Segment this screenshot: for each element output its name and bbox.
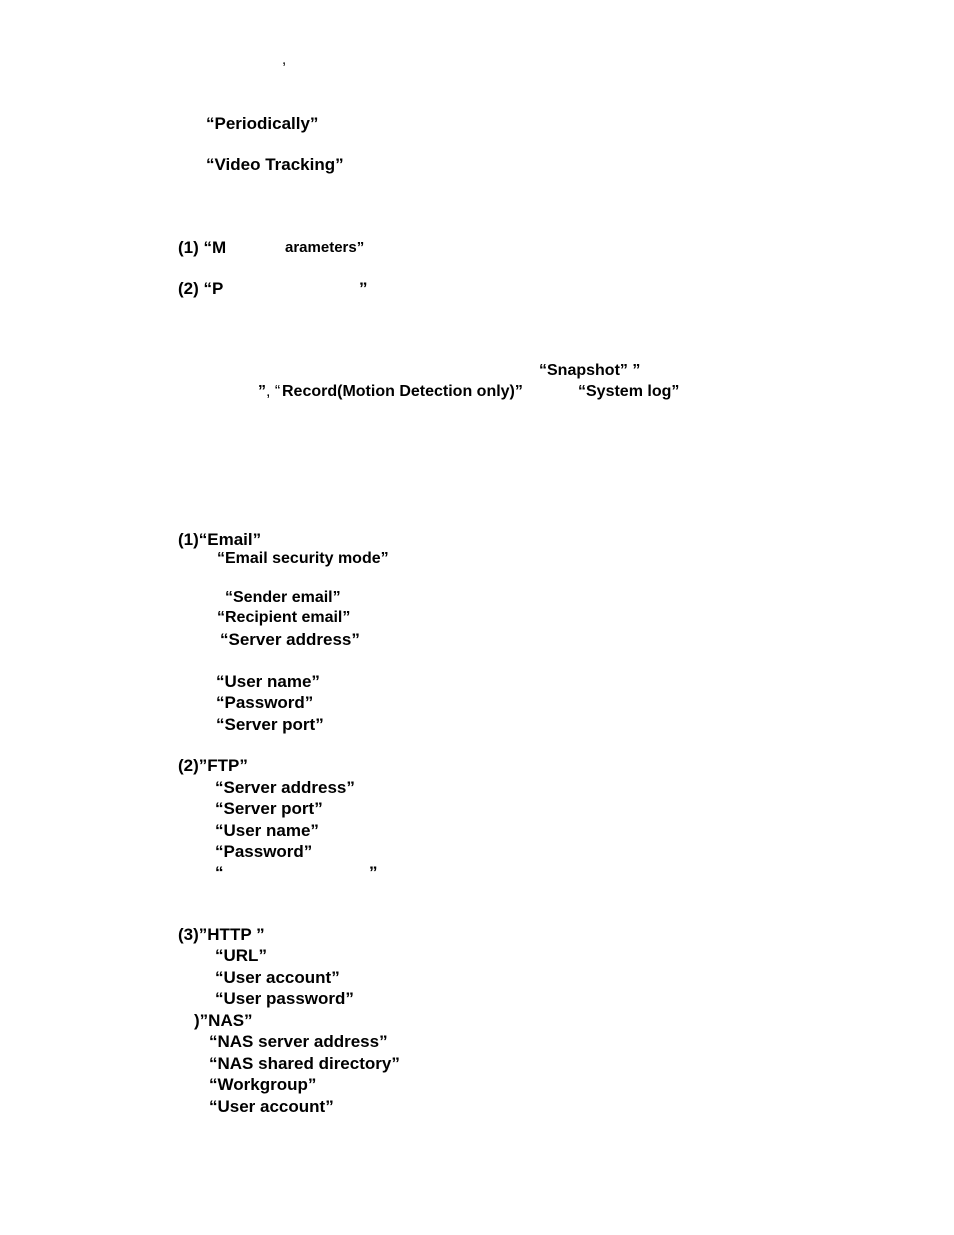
action-system-log: “System log” <box>578 383 680 400</box>
param-p-suffix: ” <box>359 279 368 298</box>
ftp-password: “Password” <box>215 842 313 861</box>
email-server-address: “Server address” <box>220 630 360 649</box>
nas-user-account: “User account” <box>209 1097 334 1116</box>
email-security-mode: “Email security mode” <box>217 550 389 567</box>
nas-workgroup: “Workgroup” <box>209 1075 317 1094</box>
action-record: Record(Motion Detection only)” <box>282 383 523 400</box>
ftp-server-port: “Server port” <box>215 799 323 818</box>
email-password: “Password” <box>216 693 314 712</box>
action-snapshot: “Snapshot” ” <box>539 362 641 379</box>
http-heading: (3)”HTTP ” <box>178 925 265 944</box>
email-recipient-email: “Recipient email” <box>217 609 351 626</box>
trigger-periodically: “Periodically” <box>206 114 319 133</box>
email-sender-email: “Sender email” <box>225 589 341 606</box>
http-user-password: “User password” <box>215 989 354 1008</box>
action-line-quote: ” <box>258 383 266 400</box>
ftp-user-name: “User name” <box>215 821 319 840</box>
stray-comma: , <box>282 51 287 68</box>
ftp-close-quote: ” <box>369 863 378 882</box>
ftp-heading: (2)”FTP” <box>178 756 248 775</box>
email-user-name: “User name” <box>216 672 320 691</box>
param-p-prefix: (2) “P <box>178 279 224 298</box>
email-heading: (1)“Email” <box>178 530 262 549</box>
nas-shared-directory: “NAS shared directory” <box>209 1054 400 1073</box>
trigger-video-tracking: “Video Tracking” <box>206 155 344 174</box>
action-line-sep: , “ <box>266 383 281 400</box>
http-url: “URL” <box>215 946 267 965</box>
email-server-port: “Server port” <box>216 715 324 734</box>
ftp-server-address: “Server address” <box>215 778 355 797</box>
http-user-account: “User account” <box>215 968 340 987</box>
nas-server-address: “NAS server address” <box>209 1032 388 1051</box>
param-motion-prefix: (1) “M <box>178 238 227 257</box>
param-motion-suffix: arameters” <box>285 239 365 256</box>
nas-heading: )”NAS” <box>194 1011 253 1030</box>
ftp-open-quote: “ <box>215 863 224 882</box>
